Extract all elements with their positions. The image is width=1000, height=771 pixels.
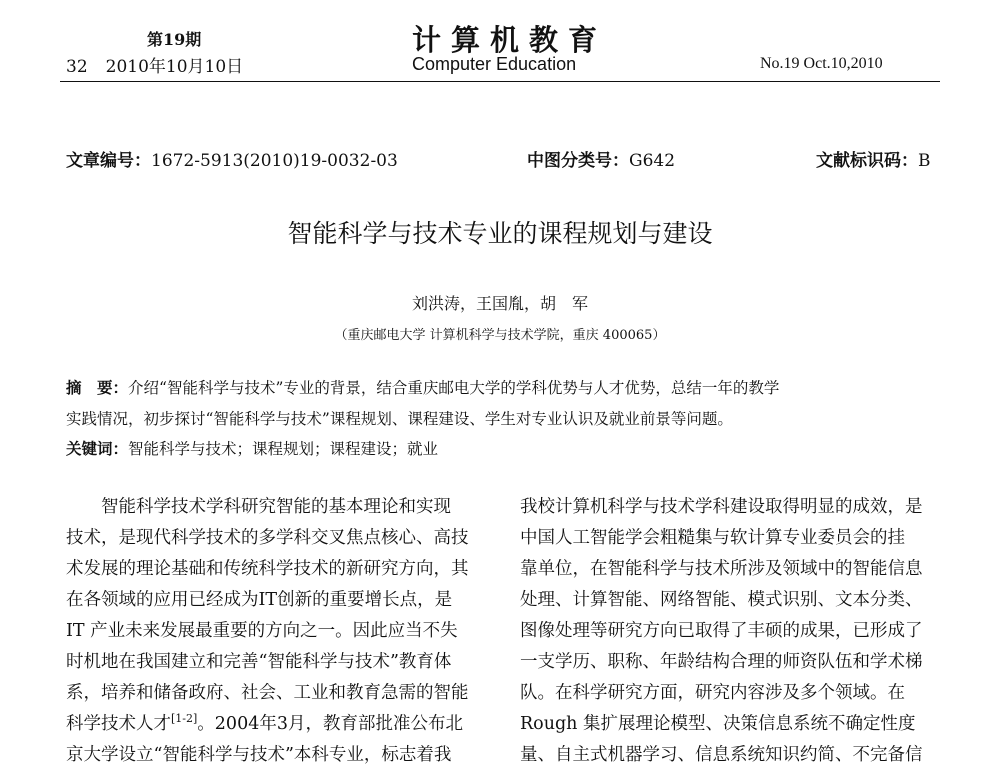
paper-title: 智能科学与技术专业的课程规划与建设 bbox=[287, 219, 713, 248]
keywords bbox=[66, 437, 438, 459]
body-text: 科学技术人才 bbox=[66, 714, 171, 734]
classification-number bbox=[527, 146, 675, 171]
header-rule bbox=[60, 81, 940, 82]
body-line: 我校计算机科学与技术学科建设取得明显的成效，是 bbox=[520, 497, 923, 517]
body-line: Rough 集扩展理论模型、决策信息系统不确定性度 bbox=[520, 714, 916, 734]
abstract-label: 摘 要： bbox=[66, 379, 129, 397]
affiliation: （重庆邮电大学 计算机科学与技术学院，重庆 400065） bbox=[334, 328, 666, 343]
body-line: 技术，是现代科学技术的多学科交叉焦点核心、高技 bbox=[66, 528, 469, 548]
body-text: 。2004年3月，教育部批准公布北 bbox=[197, 714, 463, 734]
article-number-value: 1672-5913(2010)19-0032-03 bbox=[151, 151, 398, 171]
body-line: 处理、计算智能、网络智能、模式识别、文本分类、 bbox=[520, 590, 923, 610]
abstract-line-1 bbox=[66, 376, 779, 398]
classification-label: 中图分类号： bbox=[527, 151, 629, 171]
issue-label: 第19期 bbox=[147, 30, 202, 49]
body-line: 图像处理等研究方向已取得了丰硕的成果，已形成了 bbox=[520, 621, 923, 641]
abstract-text-1: 介绍“智能科学与技术”专业的背景，结合重庆邮电大学的学科优势与人才优势，总结一年的教学 bbox=[128, 379, 780, 397]
body-line: 量、自主式机器学习、信息系统知识约简、不完备信 bbox=[520, 745, 923, 765]
document-code-label: 文献标识码： bbox=[816, 151, 918, 171]
body-column-right bbox=[520, 492, 945, 771]
keywords-label: 关键词： bbox=[66, 440, 129, 458]
publication-date: 2010年10月10日 bbox=[105, 57, 244, 77]
body-line: 靠单位，在智能科学与技术所涉及领域中的智能信息 bbox=[520, 559, 923, 579]
authors: 刘洪涛，王国胤，胡 军 bbox=[411, 294, 588, 313]
body-line: 术发展的理论基础和传统科学技术的新研究方向，其 bbox=[66, 559, 469, 579]
body-line: 系，培养和储备政府、社会、工业和教育急需的智能 bbox=[66, 683, 469, 703]
document-code-value: B bbox=[918, 151, 931, 171]
body-line: 京大学设立“智能科学与技术”本科专业，标志着我 bbox=[66, 745, 452, 765]
page-and-date bbox=[66, 52, 243, 77]
document-code bbox=[816, 146, 931, 171]
journal-title-cn: 计算机教育 bbox=[412, 23, 608, 57]
body-line bbox=[66, 709, 491, 740]
citation-reference: [1-2] bbox=[171, 712, 198, 726]
abstract-line-2: 实践情况，初步探讨“智能科学与技术”课程规划、课程建设、学生对专业认识及就业前景等问题。 bbox=[66, 410, 733, 428]
journal-title-en: Computer Education bbox=[412, 54, 577, 74]
keywords-text: 智能科学与技术；课程规划；课程建设；就业 bbox=[128, 440, 439, 458]
body-line: 智能科学技术学科研究智能的基本理论和实现 bbox=[66, 497, 451, 517]
article-number-label: 文章编号： bbox=[66, 151, 151, 171]
body-line: 一支学历、职称、年龄结构合理的师资队伍和学术梯 bbox=[520, 652, 923, 672]
page-number: 32 bbox=[66, 57, 88, 77]
body-line: 中国人工智能学会粗糙集与软计算专业委员会的挂 bbox=[520, 528, 905, 548]
classification-value: G642 bbox=[629, 151, 676, 171]
body-column-left bbox=[66, 492, 491, 771]
body-line: 队。在科学研究方面，研究内容涉及多个领域。在 bbox=[520, 683, 905, 703]
body-line: 在各领域的应用已经成为IT创新的重要增长点，是 bbox=[66, 590, 453, 610]
article-number bbox=[66, 146, 398, 171]
volume-info: No.19 Oct.10,2010 bbox=[760, 55, 883, 72]
body-line: 时机地在我国建立和完善“智能科学与技术”教育体 bbox=[66, 652, 452, 672]
body-line: IT 产业未来发展最重要的方向之一。因此应当不失 bbox=[66, 621, 458, 641]
